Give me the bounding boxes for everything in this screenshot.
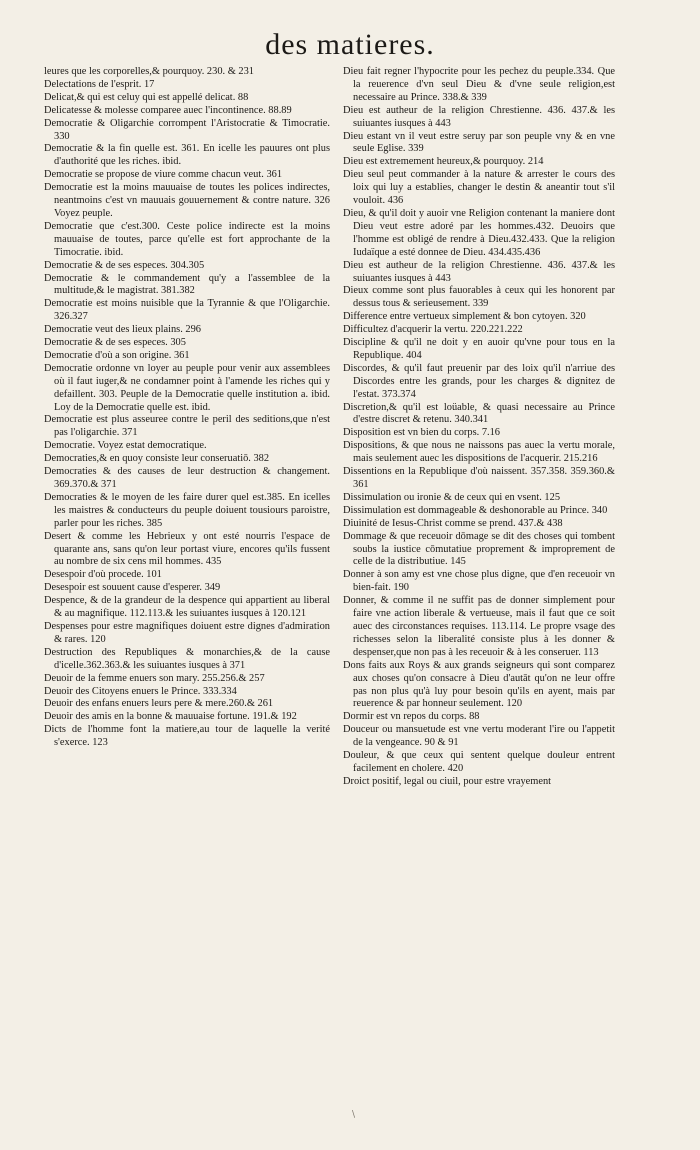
index-entry: Dons faits aux Roys & aux grands seigneurs qui sont comparez aux choses qu'on consacre à Dieu d'autāt qu'on ne leur offre pas non plus qu'à luy pour besoin qu'ils en ayent, mais par reuerence & par honneur seulement. 120 (343, 659, 615, 710)
index-entry: Discretion,& qu'il est loüable, & quasi necessaire au Prince d'estre discret & retenu. 340.341 (343, 401, 615, 426)
index-entry: Douceur ou mansuetude est vne vertu moderant l'ire ou l'appetit de la vengeance. 90 & 91 (343, 724, 615, 749)
index-entry: Delicat,& qui est celuy qui est appellé delicat. 88 (44, 91, 249, 103)
index-entry: leures que les corporelles,& pourquoy. 230. & 231 (44, 66, 254, 77)
index-entry: Democratie est la moins mauuaise de toutes les polices indirectes, neantmoins c'est vn mauuais gouuernement & contre nature. 326 Voyez peuple. (44, 182, 330, 219)
index-entry: Democratie & Oligarchie corrompent l'Aristocratie & Timocratie. 330 (44, 117, 330, 142)
index-entry: Delectations de l'esprit. 17 (44, 78, 155, 90)
index-entry: Dormir est vn repos du corps. 88 (343, 711, 480, 723)
index-entry: Democratie est plus asseuree contre le peril des seditions,que n'est pas l'oligarchie. 371 (44, 414, 330, 439)
index-column-left (44, 66, 330, 750)
index-entry: Disposition est vn bien du corps. 7.16 (343, 427, 501, 439)
index-entry: Despence, & de la grandeur de la despence qui appartient au liberal & au magnifique. 112.113.& les suiuantes iusques à 120.121 (44, 595, 330, 620)
index-entry: Despenses pour estre magnifiques doiuent estre dignes d'admiration & rares. 120 (44, 620, 330, 645)
index-entry: Droict positif, legal ou ciuil, pour estre vrayement (343, 775, 552, 787)
index-entry: Dieu, & qu'il doit y auoir vne Religion contenant la maniere dont Dieu veut estre adoré par les hommes.432. Deuoirs que l'homme est obligé de rendre à Dieu.432.433. Que la religion Iudaïque a esté donnee de Dieu. 434.435.436 (343, 207, 615, 258)
index-entry: Discipline & qu'il ne doit y en auoir qu'vne pour tous en la Republique. 404 (343, 337, 615, 361)
index-entry: Dieu est autheur de la religion Chrestienne. 436. 437.& les suiuantes iusques à 443 (343, 259, 615, 284)
index-entry: Dieu estant vn il veut estre seruy par son peuple vny & en vne seule Eglise. 339 (343, 130, 615, 155)
index-entry: Democratie d'où a son origine. 361 (44, 349, 190, 361)
index-entry: Dieu est extremement heureux,& pourquoy. 214 (343, 156, 544, 168)
index-entry: Democratie & de ses especes. 304.305 (44, 259, 205, 271)
index-entry: Dispositions, & que nous ne naissons pas auec la vertu morale, mais seulement auec les dispositions de l'acquerir. 215.216 (343, 440, 615, 465)
index-entry: Desert & comme les Hebrieux y ont esté nourris l'espace de quarante ans, sans qu'on leur portast viure, encores qu'ils fussent au nombre de six cens mil hommes. 435 (44, 530, 330, 568)
index-entry: Desespoir d'où procede. 101 (44, 569, 162, 581)
index-entry: Dieu seul peut commander à la nature & arrester le cours des loix qui luy a establies, changer le destin & aneantir tout s'il vouloit. 436 (343, 169, 615, 207)
index-entry: Dissimulation est dommageable & deshonorable au Prince. 340 (343, 504, 608, 516)
index-entry: Difference entre vertueux simplement & bon cytoyen. 320 (343, 311, 586, 323)
index-entry: Democratie que c'est.300. Ceste police indirecte est la moins mauuaise de toutes, parce qu'elle est fort approchante de la Timocratie. ibid. (44, 220, 330, 258)
index-entry: Dieux comme sont plus fauorables à ceux qui les honorent par dessus tous & serieusement. 339 (343, 285, 615, 310)
index-entry: Difficultez d'acquerir la vertu. 220.221.222 (343, 324, 523, 336)
index-entry: Dissentions en la Republique d'où naissent. 357.358. 359.360.& 361 (343, 466, 615, 490)
index-entry: Democratie & la fin quelle est. 361. En icelle les pauures ont plus d'authorité que les riches. ibid. (44, 143, 330, 168)
index-entry: Donner à son amy est vne chose plus digne, que d'en receuoir vn bien-fait. 190 (343, 569, 615, 594)
index-entry: Dieu est autheur de la religion Chrestienne. 436. 437.& les suiuantes iusques à 443 (343, 104, 615, 129)
index-entry: Deuoir des Citoyens enuers le Prince. 333.334 (44, 685, 237, 697)
index-entry: Diuinité de Iesus-Christ comme se prend. 437.& 438 (343, 517, 563, 529)
index-entry: Delicatesse & molesse comparee auec l'incontinence. 88.89 (44, 104, 292, 116)
index-entry: Deuoir des enfans enuers leurs pere & mere.260.& 261 (44, 698, 274, 710)
index-entry: Democratie & de ses especes. 305 (44, 337, 186, 349)
index-entry: Democratie ordonne vn loyer au peuple pour venir aux assemblees où il faut iuger,& ne condamner point à l'amende les riches qui y defaillent. 303. Peuple de la Democratie quelle institution a. ibid. Loy de la Democratie quelle est. ibid. (44, 362, 330, 413)
index-entry: Democratie est moins nuisible que la Tyrannie & que l'Oligarchie. 326.327 (44, 298, 330, 323)
index-entry: Douleur, & que ceux qui sentent quelque douleur entrent facilement en cholere. 420 (343, 750, 615, 774)
running-head: des matieres. (265, 28, 435, 61)
index-entry: Dieu fait regner l'hypocrite pour les pechez du peuple.334. Que la reuerence d'vn seul Dieu & d'vne seule religion,est necessaire au Prince. 338.& 339 (343, 66, 615, 103)
index-entry: Discordes, & qu'il faut preuenir par des loix qu'il n'arriue des Discordes entre les grands, pour les charges & dignitez de l'estat. 373.374 (343, 362, 615, 400)
page-mark: \ (352, 1110, 356, 1120)
index-entry: Dommage & que receuoir dōmage se dit des choses qui tombent soubs la iustice cōmutatiue proprement & improprement de celle de la distributiue. 145 (343, 530, 615, 568)
index-entry: Democratie veut des lieux plains. 296 (44, 324, 201, 336)
index-entry: Deuoir de la femme enuers son mary. 255.256.& 257 (44, 672, 265, 684)
index-entry: Democraties,& en quoy consiste leur conseruatiō. 382 (44, 453, 270, 465)
index-entry: Democraties & le moyen de les faire durer quel est.385. En icelles les maistres & conducteurs du peuple doiuent tousiours paroistre, parler pour les riches. 385 (44, 491, 330, 529)
index-entry: Deuoir des amis en la bonne & mauuaise fortune. 191.& 192 (44, 711, 297, 723)
index-entry: Donner, & comme il ne suffit pas de donner simplement pour faire vne action liberale & vertueuse, mais il faut que ce soit auec des circonstances requises. 113.114. Le propre vsage des richesses selon la liberalité consiste plus à les donner & despenser,que non pas à les receuoir & à les conseruer. 113 (343, 595, 615, 658)
index-entry: Destruction des Republiques & monarchies,& de la cause d'icelle.362.363.& les suiuantes iusques à 371 (44, 646, 330, 671)
index-entry: Desespoir est souuent cause d'esperer. 349 (44, 582, 221, 594)
index-entry: Dissimulation ou ironie & de ceux qui en vsent. 125 (343, 491, 561, 503)
index-entry: Dicts de l'homme font la matiere,au tour de laquelle la verité s'exerce. 123 (44, 724, 330, 749)
index-column-right (343, 66, 615, 789)
index-entry: Democraties & des causes de leur destruction & changement. 369.370.& 371 (44, 466, 330, 490)
index-entry: Democratie se propose de viure comme chacun veut. 361 (44, 169, 283, 181)
index-entry: Democratie. Voyez estat democratique. (44, 440, 207, 452)
index-entry: Democratie & le commandement qu'y a l'assemblee de la multitude,& le magistrat. 381.382 (44, 272, 330, 297)
